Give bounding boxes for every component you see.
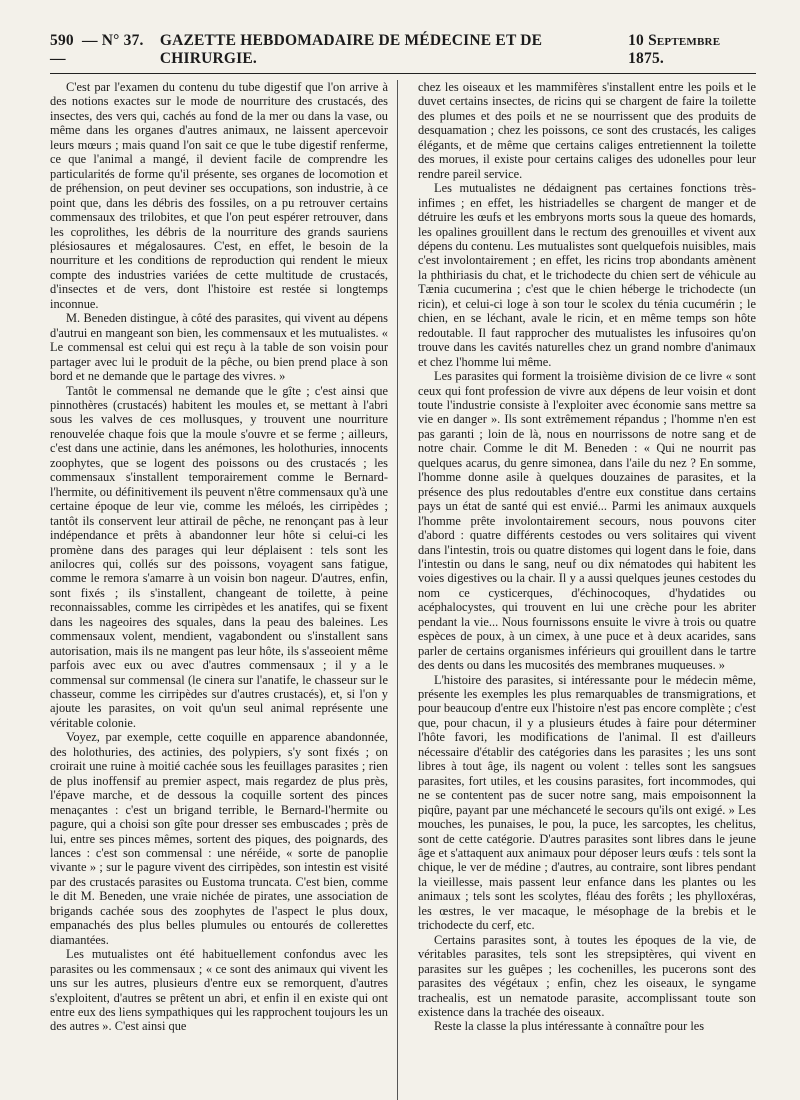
left-column: [50, 80, 388, 1034]
page-number: 590: [50, 32, 74, 49]
paragraph: C'est par l'examen du contenu du tube digestif que l'on arrive à des notions exactes sur le mode de nourriture des crustacés, des insectes, des vers qui, cachés au fond de la mer ou dans la vase, ou même dans les organes d'autres animaux, ne laissent apercevoir leurs mœurs ; mais quand l'on sait ce que le tube digestif renferme, ce que l'animal a mangé, il devient facile de comprendre les particularités de forme qu'il présente, ses organes de locomotion et de préhension, on peut deviner ses occupations, son industrie, à ce point que, dans les débris des fossiles, on a pu retrouver certains commensaux des trilobites, et que l'on peut espérer retrouver, dans les coprolithes, les débris de la nourriture des grands sauriens plésiosaures et mégalosaures. C'est, en effet, le besoin de la nourriture et les conditions de reproduction qui rendent le mieux compte des industries variées de cette multitude de crustacés, d'insectes et de vers, dont l'histoire est restée si longtemps inconnue.: [50, 80, 388, 311]
date-day: 10: [628, 32, 644, 49]
paragraph: Certains parasites sont, à toutes les époques de la vie, de véritables parasites, tels sont les strepsiptères, qui vivent en parasites sur les guêpes ; les cochenilles, les pucerons sont des parasites des végétaux ; enfin, chez les oiseaux, le syngame trachealis, est un nematode parasite, accomplissant toute son existence dans la trachée des oiseaux.: [418, 932, 756, 1019]
paragraph: Les mutualistes ont été habituellement confondus avec les parasites ou les commensaux ; « ce sont des animaux qui vivent les uns sur les autres, plusieurs d'entre eux se remorquent, d'autres s'exploitent, d'autres se prêtent un abri, et enfin il en existe qui ont entre eux des liens sympathiques qui les rapprochent toujours les un des autres ». C'est ainsi que: [50, 947, 388, 1034]
paragraph: chez les oiseaux et les mammifères s'installent entre les poils et le duvet certains insectes, de ricins qui se chargent de faire la toilette des plumes et des poils et ne se nourrissent que des produits de desquamation ; chez les poissons, ce sont des crustacés, les caliges élégants, et de même que certains caliges entretiennent la toilette des morues, il existe pour certains caliges des udonelles pour leur rendre pareil service.: [418, 80, 756, 181]
paragraph: Tantôt le commensal ne demande que le gîte ; c'est ainsi que pinnothères (crustacés) habitent les moules et, se mettant à l'abri sous les valves de ces mollusques, y trouvent une nourriture renouvelée chaque fois que la moule s'ouvre et se ferme ; ailleurs, c'est dans une actinie, dans les anémones, les holothuries, innocents zoophytes, que se logent des poissons ou des crustacés ; les commensaux s'installent temporairement comme le Bernard-l'hermite, ou définitivement ils peuvent n'être commensaux qu'à une certaine époque de leur vie, comme les méloés, les cirripèdes ; tantôt ils conservent leur attirail de pêche, ne renonçant pas à leur indépendance et prêts à abandonner leur hôte si celui-ci les promène dans des parages qui leur déplaisent : tels sont les anilocres qui, collés sur des poissons, voyagent sans fatigue, comme le remora s'amarre à un voisin bon nageur. D'autres, enfin, sont fixés ; ils s'installent, changeant de toilette, à peine reconnaissables, comme les cirripèdes et les anatifes, qui se fixent dans les nageoires des squales, dans la peau des baleines. Les commensaux volent, mendient, vagabondent ou s'installent sans autorisation, mais ils ne mangent pas leur hôte, ils s'asseoient même parfois avec eux ou avec d'autres commensaux ; il y a le commensal sur commensal (le cinera sur l'anatife, le chasseur sur le chasseur, comme les cirripèdes sur d'autres crustacés), et, si l'on y ajoute les parasites, on voit qu'un seul animal représente une véritable colonie.: [50, 383, 388, 730]
paragraph: M. Beneden distingue, à côté des parasites, qui vivent au dépens d'autrui en mangeant son bien, les commensaux et les mutualistes. « Le commensal est celui qui est reçu à la table de son voisin pour partager avec lui le produit de la pêche, ou bien prend place à son bord et ne demande que le partage des vivres. »: [50, 311, 388, 384]
paragraph: Voyez, par exemple, cette coquille en apparence abandonnée, des holothuries, des actinies, des polypiers, s'y sont fixés ; on croirait une ruine à moitié cachée sous les feuillages parasites ; rien de plus inoffensif au premier aspect, mais regardez de plus près, l'épave marche, et de dessous la coquille sortent des pinces menaçantes : c'est un brigand terrible, le Bernard-l'hermite ou pagure, qui a choisi son gîte pour dresser ses embuscades ; près de lui, entre ses pinces mêmes, sortent des piques, des poignards, des lances : c'est son commensal : une néréide, « sorte de panoplie vivante » ; sur le pagure vivent des cirripèdes, son intestin est visité par des crustacés parasites ou Eustoma truncata. C'est bien, comme le dit M. Beneden, une vraie nichée de pirates, une association de brigands cachée sous des zoophytes de l'aspect le plus doux, empanachés des plus belles plumules ou entourés de collerettes diamantées.: [50, 730, 388, 947]
journal-title: GAZETTE HEBDOMADAIRE DE MÉDECINE ET DE CHIRURGIE.: [159, 32, 543, 67]
right-column: [418, 80, 756, 1034]
paragraph: Les parasites qui forment la troisième division de ce livre « sont ceux qui font profession de vivre aux dépens de leur voisin et dont toute l'industrie consiste à l'exploiter avec économie sans mettre sa vie en danger ». Ils sont extrêmement répandus ; l'homme n'en est pas garanti ; loin de là, nous en nourrissons de notre sang et de notre chair. Comme le dit M. Beneden : « Qui ne nourrit pas quelques acarus, du genre simonea, dans l'aile du nez ? En somme, l'homme donne asile à quelques douzaines de parasites, et la présence des plus redoutables d'entre eux constitue dans certains pays un état de santé qui est envié... Parmi les animaux auxquels l'homme prête involontairement secours, nous pouvons citer d'abord : quatre différents cestodes ou vers solitaires qui vivent dans l'intestin, trois ou quatre distomes qui logent dans le foie, dans l'intestin ou dans le sang, neuf ou dix nématodes qui habitent les voies digestives ou la chair. Il y a aussi quelques jeunes cestodes du nom ce cysticerques, d'échinocoques, d'hydatides ou acéphalocystes, qui trouvent en lui une crèche pour les abriter pendant la vie... Nous fournissons ensuite le vivre à trois ou quatre espèces de poux, à un cimex, à une puce et à deux acarides, sans parler de certains organismes inférieurs qui grouillent dans le tartre des dents ou dans les mucosités des membranes muqueuses. »: [418, 369, 756, 673]
text-columns: [50, 80, 756, 1034]
issue-date: [628, 32, 756, 68]
column-rule: [397, 80, 398, 1100]
page-header: [50, 0, 756, 74]
page-number-block: [50, 32, 160, 68]
date-year: 1875.: [628, 50, 664, 67]
issue-number: — N° 37. —: [50, 32, 144, 67]
date-month: Septembre: [648, 32, 721, 49]
paragraph: Les mutualistes ne dédaignent pas certaines fonctions très-infimes ; en effet, les histriadelles se chargent de manger et de détruire les œufs et les embryons morts sous la queue des homards, les opalines grouillent dans le rectum des grenouilles et vivent aux dépens du contenu. Les mutualistes sont quelquefois nuisibles, mais c'est involontairement ; en effet, les ricins trop abondants amènent la phthiriasis du chat, et le trichodecte du chien sert de véhicule au Tænia cucumerina ; c'est que le chien héberge le trichodecte (un ricin), et celui-ci loge à son tour le scolex du ténia cucumérin ; le chien, en se léchant, avale le ricin, et en même temps son hôte redoutable. Il faut rapprocher des mutualistes les infusoires qu'on trouve dans les cavités naturelles chez un grand nombre d'animaux et chez l'homme lui même.: [418, 181, 756, 369]
paragraph: Reste la classe la plus intéressante à connaître pour les: [434, 1019, 705, 1034]
paragraph: L'histoire des parasites, si intéressante pour le médecin même, présente les exemples les plus remarquables de transmigrations, et pour beaucoup d'entre eux l'histoire n'est pas encore complète ; c'est que, pour chacun, il y a plusieurs études à faire pour déterminer l'hôte favori, les modifications de l'animal. Il est d'ailleurs nécessaire d'établir des catégories dans les parasites ; les uns sont libres à tout âge, ils nagent ou volent : telles sont les sangsues parasites, fort utiles, et les cousins parasites, fort incommodes, qui ne se contentent pas de sucer notre sang, mais empoisonnent la piqûre, payant par une méchanceté le secours qu'ils ont exigé. » Les mouches, les punaises, le pou, la puce, les sarcoptes, les chelitus, sont de cette catégorie. D'autres parasites sont libres dans le jeune âge et s'attaquent aux animaux pour déposer leurs œufs : tels sont la chique, le ver de médine ; d'autres, au contraire, sont libres pendant la vieillesse, mais passent leur enfance dans les plantes ou les animaux ; tels sont les scolytes, fléau des forêts ; les phylloxéras, les œstres, le ver macaque, le mésophage de la brebis et le trichodecte du cerf, etc.: [418, 672, 756, 933]
